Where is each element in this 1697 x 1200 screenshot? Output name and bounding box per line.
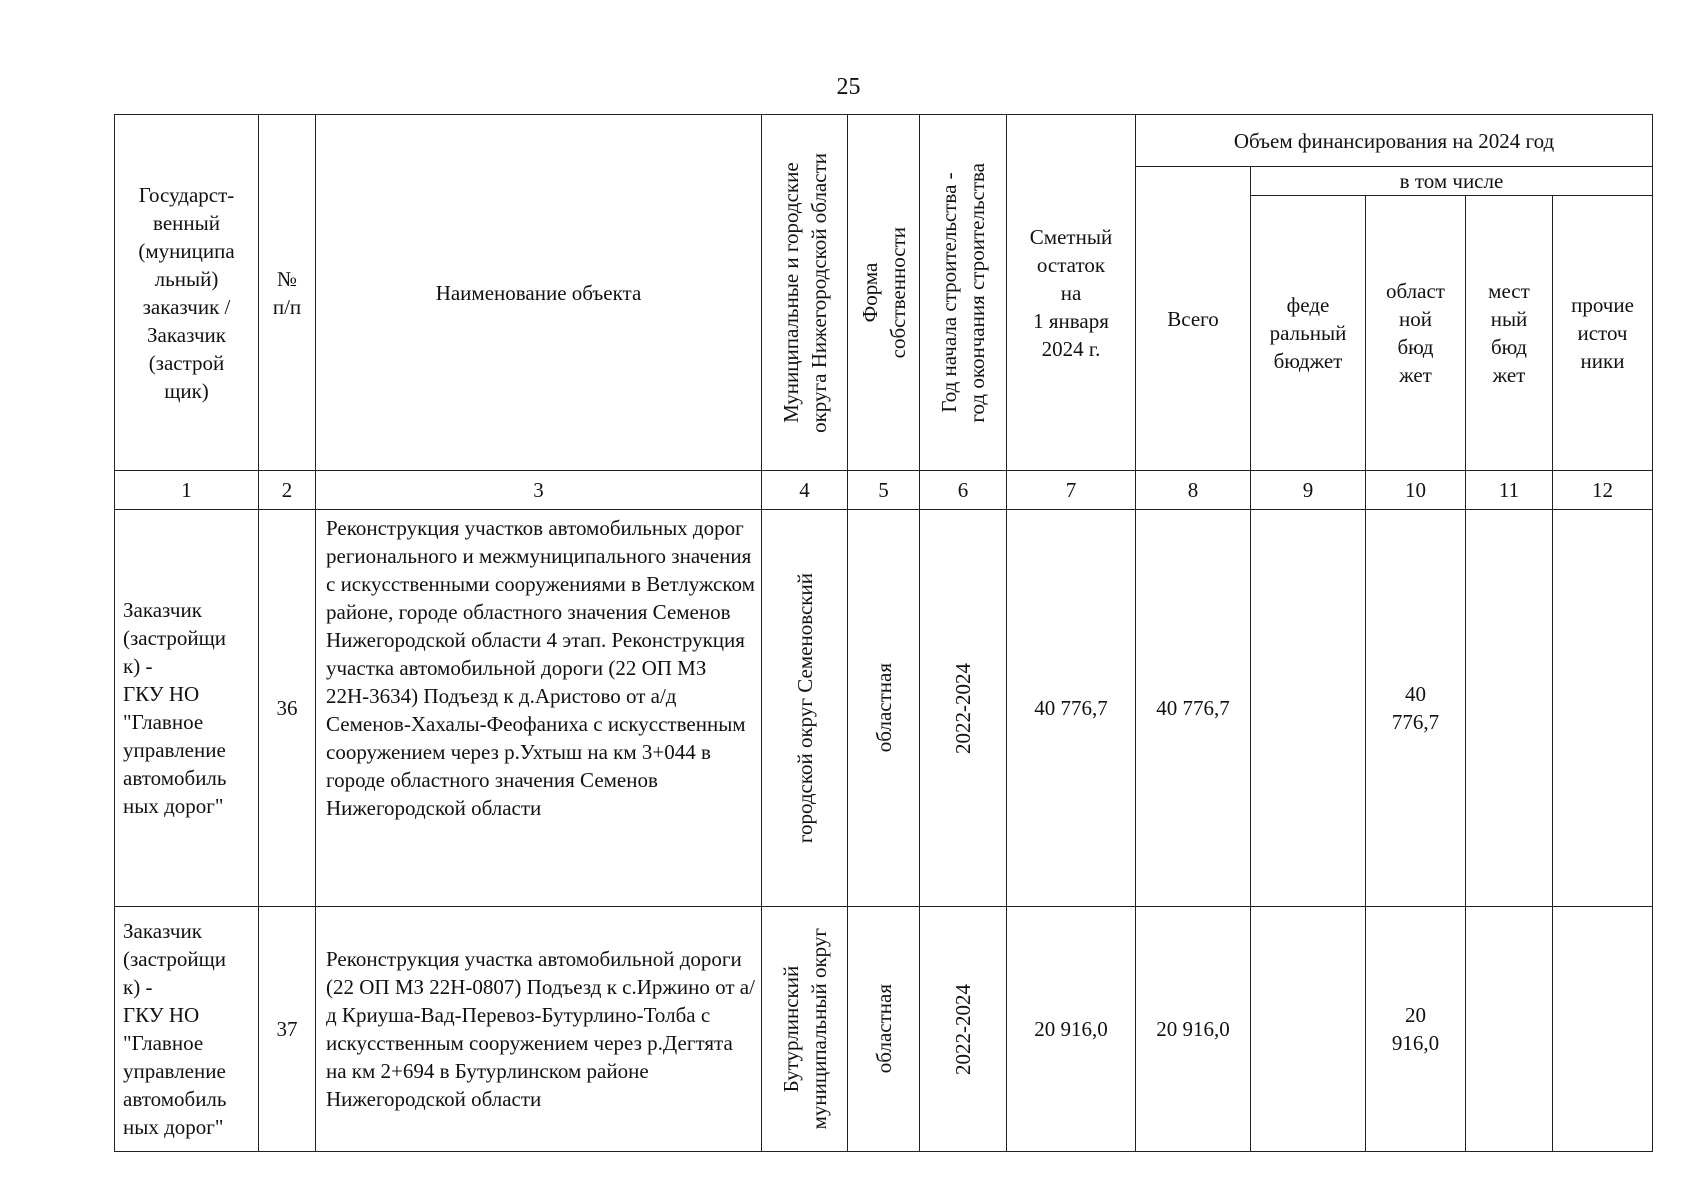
column-number: 10 — [1366, 471, 1466, 510]
federal-cell — [1251, 510, 1366, 907]
column-number: 4 — [762, 471, 848, 510]
regional-cell: 40 776,7 — [1366, 510, 1466, 907]
column-number: 5 — [848, 471, 920, 510]
total-cell: 20 916,0 — [1136, 907, 1251, 1152]
header-other: прочие источ ники — [1553, 196, 1653, 471]
header-federal: феде ральный бюджет — [1251, 196, 1366, 471]
federal-cell — [1251, 907, 1366, 1152]
ownership-cell: областная — [848, 510, 920, 907]
estimate-balance-cell: 40 776,7 — [1007, 510, 1136, 907]
table-row — [115, 907, 1653, 1152]
column-number: 9 — [1251, 471, 1366, 510]
ownership-cell: областная — [848, 907, 920, 1152]
column-number: 11 — [1466, 471, 1553, 510]
header-object-name: Наименование объекта — [316, 115, 762, 471]
local-cell — [1466, 907, 1553, 1152]
regional-cell: 20 916,0 — [1366, 907, 1466, 1152]
estimate-balance-cell: 20 916,0 — [1007, 907, 1136, 1152]
row-number-cell: 37 — [259, 907, 316, 1152]
district-cell: городской округ Семеновский — [762, 510, 848, 907]
column-number-row — [115, 471, 1653, 510]
object-name-cell: Реконструкция участков автомобильных дорог регионального и межмуниципального значения с искусственными сооружениями в Ветлужском районе, городе областного значения Семенов Нижегородской области 4 этап. Реконструкция участка автомобильной дороги (22 ОП МЗ 22Н-3634) Подъезд к д.Аристово от а/д Семенов-Хахалы-Феофаниха с искусственным сооружением через р.Ухтыш на км 3+044 в городе областного значения Семенов Нижегородской области — [316, 510, 762, 907]
header-total: Всего — [1136, 167, 1251, 471]
row-number-cell: 36 — [259, 510, 316, 907]
customer-cell: Заказчик (застройщи к) - ГКУ НО "Главное управление автомобиль ных дорог" — [115, 907, 259, 1152]
column-number: 7 — [1007, 471, 1136, 510]
other-cell — [1553, 510, 1653, 907]
object-name-cell: Реконструкция участка автомобильной дороги (22 ОП МЗ 22Н-0807) Подъезд к с.Иржино от а/д Криуша-Вад-Перевоз-Бутурлино-Толба с искусственным сооружением через р.Дегтята на км 2+694 в Бутурлинском районе Нижегородской области — [316, 907, 762, 1152]
header-district: Муниципальные и городские округа Нижегородской области — [762, 115, 848, 471]
page-number: 25 — [836, 74, 861, 100]
header-ownership: Форма собственности — [848, 115, 920, 471]
header-local: мест ный бюд жет — [1466, 196, 1553, 471]
header-number: № п/п — [259, 115, 316, 471]
header-years: Год начала строительства - год окончания строительства — [920, 115, 1007, 471]
other-cell — [1553, 907, 1653, 1152]
financing-table — [114, 114, 1653, 1152]
table-row — [115, 510, 1653, 907]
header-funding-title: Объем финансирования на 2024 год — [1136, 115, 1653, 167]
column-number: 6 — [920, 471, 1007, 510]
header-regional: област ной бюд жет — [1366, 196, 1466, 471]
column-number: 1 — [115, 471, 259, 510]
header-customer: Государст- венный (муниципа льный) заказчик / Заказчик (застрой щик) — [115, 115, 259, 471]
column-number: 12 — [1553, 471, 1653, 510]
header-including: в том числе — [1251, 167, 1653, 196]
column-number: 8 — [1136, 471, 1251, 510]
header-estimate-balance: Сметный остаток на 1 января 2024 г. — [1007, 115, 1136, 471]
customer-cell: Заказчик (застройщи к) - ГКУ НО "Главное управление автомобиль ных дорог" — [115, 510, 259, 907]
district-cell: Бутурлинский муниципальный округ — [762, 907, 848, 1152]
column-number: 2 — [259, 471, 316, 510]
years-cell: 2022-2024 — [920, 510, 1007, 907]
years-cell: 2022-2024 — [920, 907, 1007, 1152]
local-cell — [1466, 510, 1553, 907]
total-cell: 40 776,7 — [1136, 510, 1251, 907]
column-number: 3 — [316, 471, 762, 510]
